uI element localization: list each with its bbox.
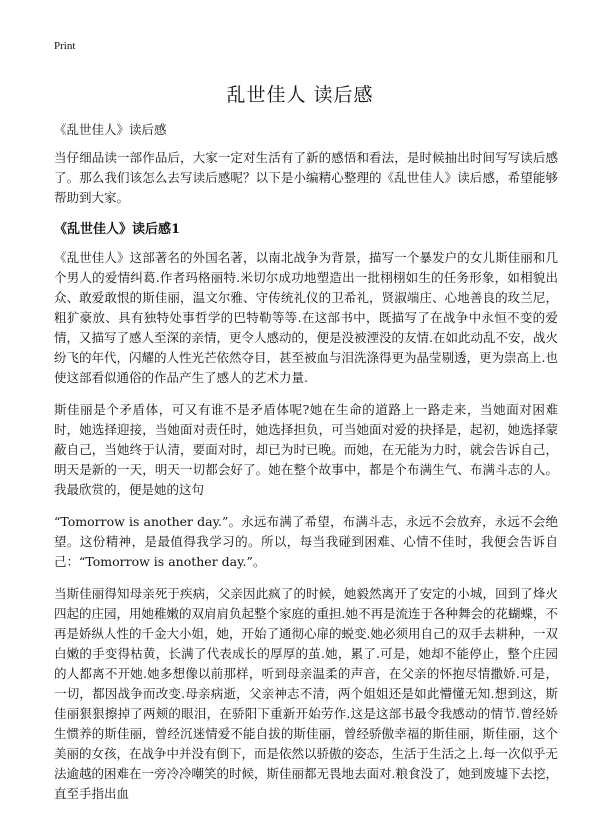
article-subtitle: 《乱世佳人》读后感 bbox=[54, 122, 167, 137]
article-body bbox=[54, 120, 558, 816]
body-paragraph-1: 《乱世佳人》这部著名的外国名著，以南北战争为背景，描写一个暴发户的女儿斯佳丽和几个男人的爱情纠葛.作者玛格丽特.米切尔成功地塑造出一批栩栩如生的任务形象，如相貌出众、敢爱敢恨的斯佳丽，温文尔雅、守传统礼仪的卫希礼，贤淑端庄、心地善良的玫兰尼，粗犷豪放、具有独特处事哲学的巴特勒等等.在这部书中，既描写了在战争中永恒不变的爱情，又描写了感人至深的亲情，更令人感动的，便是没被湮没的友情.在如此动乱不安，战火纷飞的年代，闪耀的人性光芒依然夺目，甚至被血与泪洗涤得更为晶莹剔透，更为崇高上.也使这部看似通俗的作品产生了感人的艺术力量. bbox=[54, 250, 558, 385]
body-paragraph-2: 斯佳丽是个矛盾体，可又有谁不是矛盾体呢?她在生命的道路上一路走来，当她面对困难时，她选择迎接，当她面对责任时，她选择担负，可当她面对爱的抉择是，起初，她选择蒙蔽自己，当她终于认清，要面对时，却已为时已晚。而她，在无能为力时，就会告诉自己，明天是新的一天，明天一切都会好了。她在整个故事中，都是个布满生气、布满斗志的人。我最欣赏的，便是她的这句 bbox=[54, 402, 558, 497]
section-heading: 《乱世佳人》读后感1 bbox=[54, 222, 181, 237]
body-paragraph-4: 当斯佳丽得知母亲死于疾病，父亲因此疯了的时候，她毅然离开了安定的小城，回到了烽火四起的庄园，用她稚嫩的双肩肩负起整个家庭的重担.她不再是流连于各种舞会的花蝴蝶，不再是娇纵人性的千金大小姐，她，开始了通彻心扉的蜕变.她必须用自己的双手去耕种，一双白嫩的手变得枯黄，长满了代表成长的厚厚的茧.她，累了.可是，她却不能停止，整个庄园的人都离不开她.她多想像以前那样，听到母亲温柔的声音，在父亲的怀抱尽情撒娇.可是，一切，都因战争而改变.母亲病逝，父亲神志不清，两个姐姐还是如此懵懂无知.想到这，斯佳丽狠狠擦掉了两颊的眼泪，在骄阳下重新开始劳作.这是这部书最令我感动的情节.曾经娇生惯养的斯佳丽，曾经沉迷情爱不能自拔的斯佳丽，曾经骄傲幸福的斯佳丽，斯佳丽，这个美丽的女孩，在战争中并没有倒下，而是依然以骄傲的姿态，生活于生活之上.每一次似乎无法逾越的困难在一旁冷冷嘲笑的时候，斯佳丽都无畏地去面对.粮食没了，她到废墟下去挖，直至手指出血 bbox=[54, 586, 558, 801]
print-link[interactable]: Print bbox=[54, 40, 76, 52]
page-title: 乱世佳人 读后感 bbox=[226, 84, 374, 106]
body-paragraph-3: “Tomorrow is another day.”。永远布满了希望，布满斗志，永远不会放弃，永远不会绝望。这份精神，是最值得我学习的。所以，每当我碰到困难、心情不佳时，我便会告诉自己：“Tomorrow is another day.”。 bbox=[54, 514, 558, 569]
intro-paragraph: 当仔细品读一部作品后，大家一定对生活有了新的感悟和看法，是时候抽出时间写写读后感了。那么我们该怎么去写读后感呢？以下是小编精心整理的《乱世佳人》读后感，希望能够帮助到大家。 bbox=[54, 150, 558, 205]
